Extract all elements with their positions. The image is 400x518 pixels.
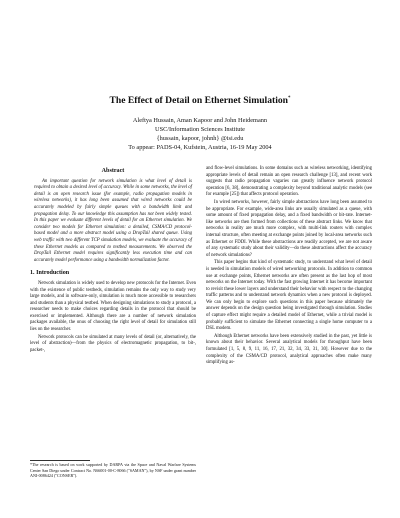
footnote: *The research is based on work supported by DARPA via the Space and Naval Warfare Systems Center San Diego under Contract No. N66001-00-C-8066 ("SAMAN"), by NSF under grant number ANI-0086424 ("CONSER"). (30, 462, 196, 479)
paper-title-text: The Effect of Detail on Ethernet Simulation (109, 95, 289, 106)
left-column (30, 168, 196, 355)
institution: USC/Information Sciences Institute (155, 126, 245, 133)
body-paragraph: This paper begins that kind of systematic study, to understand what level of detail is needed in simulation models of wired networking protocols. In addition to common use at exchange points, Ethernet networks are often present as the last hop of most networks on the Internet today. With the fast growing Internet it has become important to revisit these lower layers and understand their behavior with respect to the changing traffic patterns and to understand network dynamics when a new protocol is deployed. We can only begin to explore such questions in this paper because ultimately the answer depends on the design question being investigated through simulation. Studies of capture effect might require a detailed model of Ethernet, while a trivial model is probably sufficient to simulate the Ethernet connecting a single home computer to a DSL modem. (206, 260, 372, 332)
body-paragraph: Although Ethernet networks have been extensively studied in the past, yet little is known about their behavior. Several analytical models for throughput have been formulated [1, 5, 8, 9, 11, 16, 17, 21, 32, 34, 33, 31, 30]. However due to the complexity of the CSMA/CD protocol, analytical approaches often make many simplifying as- (206, 333, 372, 366)
section-heading-introduction: 1. Introduction (30, 270, 70, 277)
abstract-heading: Abstract (101, 168, 125, 174)
authors: Aleftya Hussain, Aman Kapoor and John Heidemann (132, 117, 268, 124)
intro-paragraph: Network simulation is widely used to develop new protocols for the Internet. Even with the existence of public testbeds, simulation remains the only way to study very large models, and in software-only, simulation is much more accessible to researchers and students than a physical testbed. When designing simulations to study a protocol, a researcher needs to make choices regarding details in the protocol that should be exercised or implemented. Although there are a number of network simulation packages available, the onus of choosing the right level of detail for simulation still lies on the researcher. (30, 280, 196, 333)
abstract-text: An important question for network simulation is what level of detail is required to obtain a desired level of accuracy. While in some networks, the level of detail is an open research issue (for example, radio propagation models in wireless networks), it has long been assumed that wired networks could be accurately modeled by fairly simple queues with a bandwidth limit and propagation delay. To our knowledge this assumption has not been widely tested. In this paper we evaluate different levels of detail for an Ethernet simulation. We consider two models for Ethernet simulation: a detailed, CSMA/CD protocol-based model and a more abstract model using a DropTail shared queue. Using web traffic with two different TCP simulation models, we evaluate the accuracy of these Ethernet models as compared to testbed measurements. We observed the DropTail Ethernet model requires significantly less execution time and can accurately model performance using a bandwidth normalization factor. (34, 178, 192, 263)
footnote-rule (30, 460, 90, 461)
body-paragraph: In wired networks, however, fairly simple abstractions have long been assumed to be appropriate. For example, wide-area links are usually simulated as a queue, with some amount of fixed propagation delay, and a fixed bandwidth or bit-rate. Internet-like networks are then formed from collections of these abstract links. We know that networks in reality are much more complex, with multi-link routers with complex internal structure, often meeting at exchange points joined by local-area networks such as Ethernet or FDDI. While these abstractions are readily accepted, we are not aware of any systematic study about their validity—do these abstractions affect the accuracy of network simulations? (206, 199, 372, 258)
paper-header (0, 116, 400, 152)
right-column (206, 166, 372, 368)
body-paragraph: and flow-level simulations. In some domains such as wireless networking, identifying appropriate levels of detail remain an open research challenge [13], and recent work suggests that radio propagation vagaries can greatly influence network protocol operation [6, 38], demonstrating a complexity beyond traditional analytic models (see for example [25]) that affects protocol operation. (206, 166, 372, 198)
emails: {hussain, kapoor, johnh} @isi.edu (156, 135, 244, 142)
paper-title (0, 95, 400, 106)
title-footnote-mark: * (288, 95, 291, 101)
venue: To appear: PADS-04, Kufstein, Austria, 16-19 May 2004 (128, 144, 272, 151)
intro-paragraph: Network protocols can be simulated at many levels of detail (or, alternatively, the level of abstraction)—from the physics of electromagnetic propagation, to bit-, packet-, (30, 334, 196, 353)
